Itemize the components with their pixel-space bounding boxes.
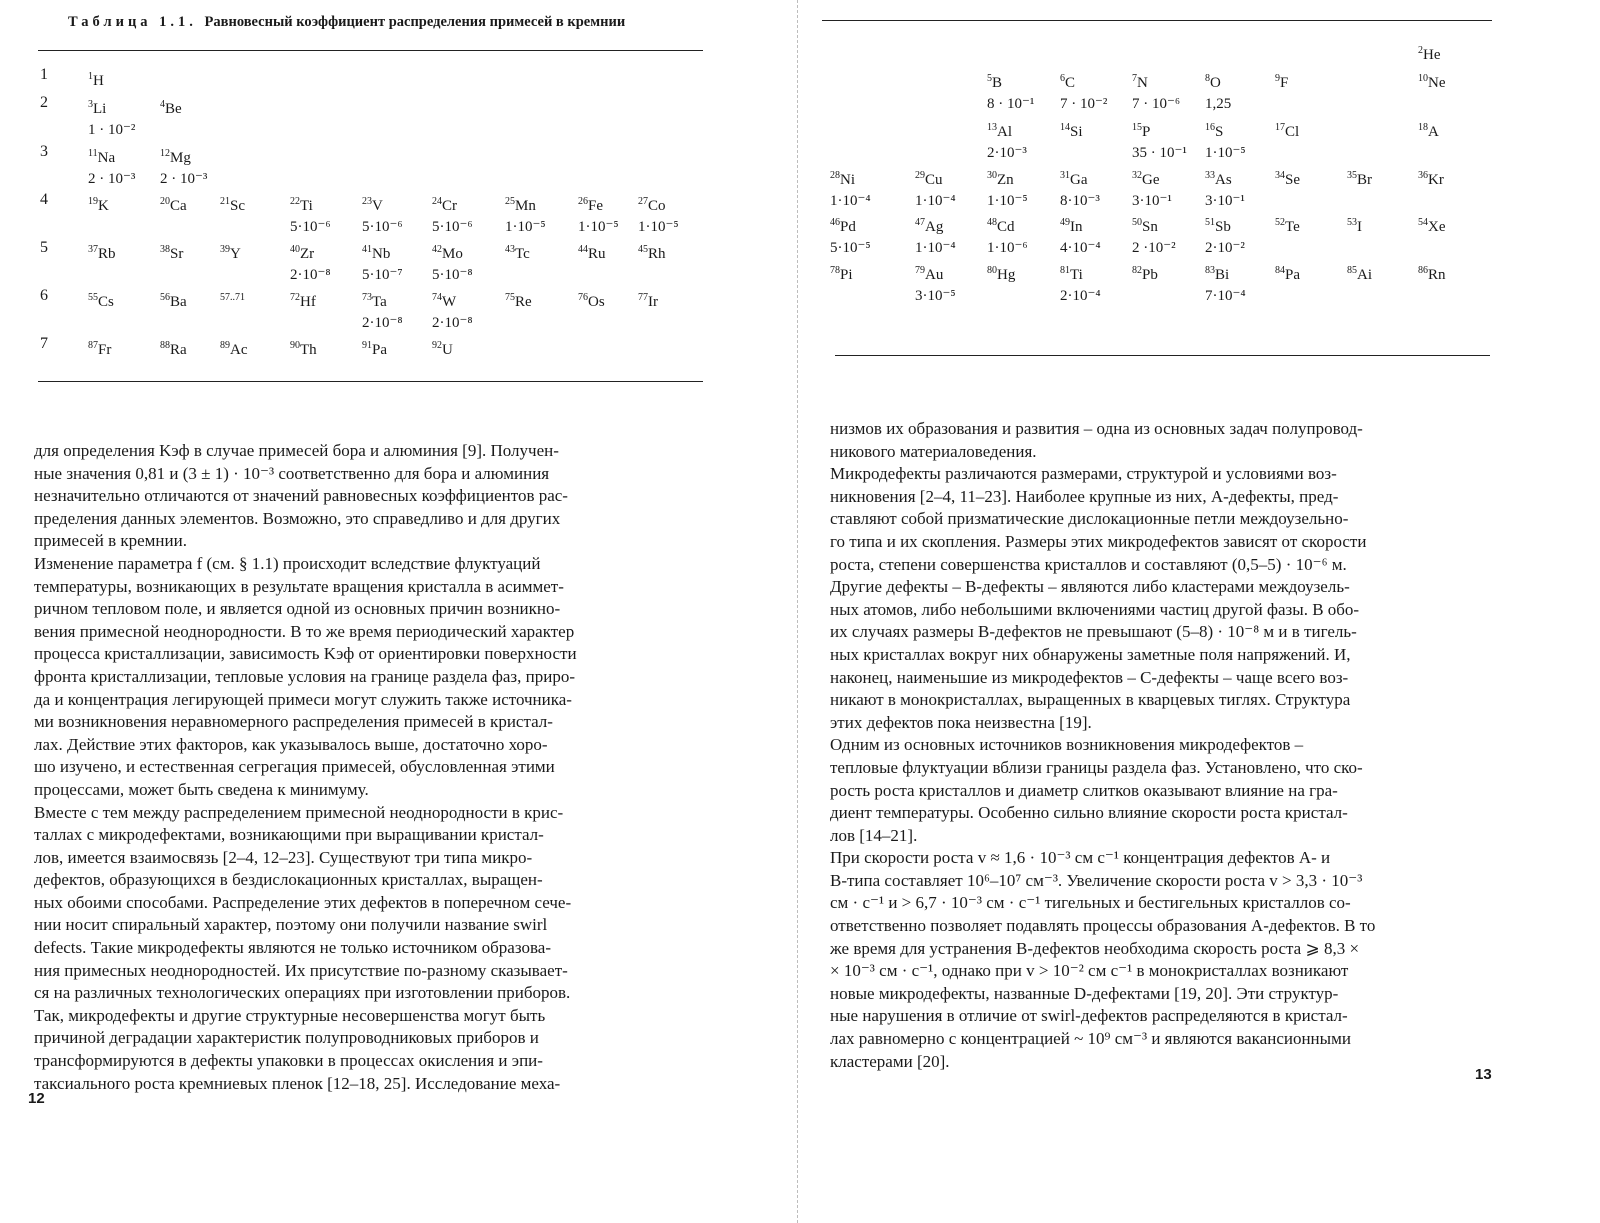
element-cell bbox=[1060, 117, 1083, 143]
element-cell bbox=[915, 165, 956, 212]
element-cell bbox=[88, 287, 114, 313]
element-cell bbox=[638, 287, 658, 313]
element-symbol: $^{31}$Ga bbox=[1060, 170, 1088, 188]
atomic-number: 1 bbox=[88, 71, 93, 82]
element-symbol: $^{49}$In bbox=[1060, 217, 1083, 235]
atomic-number: 29 bbox=[915, 170, 925, 181]
element-symbol bbox=[220, 287, 245, 313]
element-cell bbox=[1347, 212, 1362, 238]
atomic-number: 17 bbox=[1275, 122, 1285, 133]
element-symbol: $^{22}$Ti bbox=[290, 196, 313, 214]
element-symbol: $^{11}$Na bbox=[88, 148, 116, 166]
atomic-number: 40 bbox=[290, 244, 300, 255]
element-symbol: $^{13}$Al bbox=[987, 122, 1012, 140]
element-cell bbox=[290, 191, 331, 238]
page-number-right: 13 bbox=[1475, 1066, 1492, 1083]
element-symbol: $^{53}$I bbox=[1347, 217, 1362, 235]
element-symbol: $^{83}$Bi bbox=[1205, 265, 1230, 283]
atomic-number: 51 bbox=[1205, 217, 1215, 228]
element-symbol: $^{39}$Y bbox=[220, 244, 241, 262]
element-symbol: $^{88}$Ra bbox=[160, 340, 187, 358]
element-symbol: $^{10}$Ne bbox=[1418, 73, 1446, 91]
period-label: 7 bbox=[40, 335, 48, 352]
element-symbol: $^{91}$Pa bbox=[362, 340, 387, 358]
distribution-coefficient: 2·10⁻⁸ bbox=[432, 315, 473, 331]
element-symbol: $^{36}$Kr bbox=[1418, 170, 1444, 188]
atomic-number: 47 bbox=[915, 217, 925, 228]
element-symbol: $^{23}$V bbox=[362, 196, 383, 214]
right-page-text: низмов их образования и развития – одна из основных задач полупровод- никового материаловедения. Микродефекты различаются размерами, структурой и условиями воз- никновения [2–4, 11–23]. Наиболее крупные из них, A-дефекты, пред- ставляют собой призматические дислокационные петли междоузельно- го типа и их скопления. Размеры этих микродефектов зависят от скорости роста, степени совершенства кристаллов и составляют (0,5–5) · 10⁻⁶ м. Другие дефекты – B-дефекты – являются либо кластерами междоузель- ных атомов, либо небольшими включениями частиц другой фазы. В обо- их случаях размеры B-дефектов не превышают (5–8) · 10⁻⁸ м и в тигель- ных кристаллах вокруг них обнаружены заметные поля напряжений. И, наконец, наименьшие из микродефектов – C-дефекты – чаще всего воз- никают в монокристаллах, выращенных в кварцевых тиглях. Структура этих дефектов пока неизвестна [19]. Одним из основных источников возникновения микродефектов – тепловые флуктуации вблизи границы раздела фаз. Установлено, что ско- рость роста кристаллов и диаметр слитков оказывают влияние на гра- диент температуры. Особенно сильно влияние скорости роста кристал- лов [14–21]. При скорости роста v ≈ 1,6 · 10⁻³ см с⁻¹ концентрация дефектов A- и B-типа составляет 10⁶–10⁷ см⁻³. Увеличение скорости роста v > 3,3 · 10⁻³ см · с⁻¹ и > 6,7 · 10⁻³ см · с⁻¹ тигельных и бестигельных кристаллов со- ответственно позволяет подавлять процессы образования A-дефектов. В то же время для устранения B-дефектов необходима скорость роста ⩾ 8,3 × × 10⁻³ см · с⁻¹, однако при v > 10⁻² см с⁻¹ в монокристаллах возникают новые микродефекты, названные D-дефектами [19, 20]. Эти структур- ные нарушения в отличие от swirl-дефектов распределяются в кристал- лах равномерно с концентрацией ~ 10⁹ см⁻³ и являются вакансионными кластерами [20]. bbox=[830, 419, 1376, 1071]
element-cell bbox=[1205, 117, 1246, 164]
atomic-number: 7 bbox=[1132, 73, 1137, 84]
atomic-number: 37 bbox=[88, 244, 98, 255]
element-cell bbox=[432, 191, 473, 238]
element-symbol: $^{18}$A bbox=[1418, 122, 1439, 140]
atomic-number: 10 bbox=[1418, 73, 1428, 84]
element-symbol: $^{12}$Mg bbox=[160, 148, 191, 166]
atomic-number: 16 bbox=[1205, 122, 1215, 133]
element-symbol: $^{86}$Rn bbox=[1418, 265, 1446, 283]
element-cell bbox=[578, 239, 606, 265]
element-cell bbox=[160, 143, 207, 190]
atomic-number: 90 bbox=[290, 340, 300, 351]
element-cell bbox=[1275, 260, 1300, 286]
atomic-number: 5 bbox=[987, 73, 992, 84]
element-cell bbox=[1418, 165, 1444, 191]
atomic-number: 43 bbox=[505, 244, 515, 255]
element-symbol: $^{15}$P bbox=[1132, 122, 1151, 140]
element-cell bbox=[1060, 212, 1101, 259]
atomic-number: 85 bbox=[1347, 265, 1357, 276]
element-cell bbox=[220, 335, 248, 361]
element-symbol: $^9$F bbox=[1275, 73, 1289, 91]
element-symbol: $^{81}$Ti bbox=[1060, 265, 1083, 283]
distribution-coefficient: 2·10⁻³ bbox=[987, 145, 1027, 161]
element-cell bbox=[1275, 68, 1288, 94]
distribution-coefficient: 2 · 10⁻³ bbox=[160, 171, 208, 187]
atomic-number: 12 bbox=[160, 148, 170, 159]
atomic-number: 75 bbox=[505, 292, 515, 303]
element-cell bbox=[1347, 165, 1372, 191]
distribution-coefficient: 8·10⁻³ bbox=[1060, 193, 1100, 209]
atomic-number: 36 bbox=[1418, 170, 1428, 181]
element-symbol: $^{72}$Hf bbox=[290, 292, 316, 310]
left-page-text: для определения Kэф в случае примесей бора и алюминия [9]. Получен- ные значения 0,81 и (3 ± 1) · 10⁻³ соответственно для бора и алюминия незначительно отличаются от значений равновесных коэффициентов рас- пределения данных элементов. Возможно, это справедливо и для других примесей в кремнии. Изменение параметра f (см. § 1.1) происходит вследствие флуктуаций температуры, возникающих в результате вращения кристалла в асиммет- ричном тепловом поле, и является одной из основных причин возникно- вения примесной неоднородности. В то же время периодический характер процесса кристаллизации, зависимость Kэф от ориентировки поверхности фронта кристаллизации, тепловые условия на границе раздела фаз, приро- да и концентрация легирующей примеси могут служить также источника- ми возникновения неравномерного распределения примесей в кристал- лах. Действие этих факторов, как указывалось выше, достаточно хоро- шо изучено, и естественная сегрегация примесей, обусловленная этими процессами, может быть сведена к минимуму. Вместе с тем между распределением примесной неоднородности в крис- таллах с микродефектами, возникающими при выращивании кристал- лов, имеется взаимосвязь [2–4, 12–23]. Существуют три типа микро- дефектов, образующихся в бездислокационных кристаллах, выращен- ных обоими способами. Распределение этих дефектов в поперечном сече- нии носит спиральный характер, поэтому они получили название swirl defects. Такие микродефекты являются не только источником образова- ния примесных неоднородностей. Их присутствие по-разному сказывает- ся на различных технологических операциях при изготовлении приборов. Так, микродефекты и другие структурные несовершенства могут быть причиной деградации характеристик полупроводниковых приборов и трансформируются в дефекты упаковки в процессах окисления и эпи- таксиального роста кремниевых пленок [12–18, 25]. Исследование меха- bbox=[34, 441, 577, 1093]
atomic-number: 56 bbox=[160, 292, 170, 303]
element-symbol: $^{75}$Re bbox=[505, 292, 532, 310]
element-symbol: $^{42}$Mo bbox=[432, 244, 463, 262]
distribution-coefficient: 5·10⁻⁶ bbox=[362, 219, 403, 235]
left-page bbox=[0, 0, 790, 1223]
element-symbol: $^{82}$Pb bbox=[1132, 265, 1158, 283]
element-cell bbox=[915, 212, 956, 259]
element-symbol: $^2$He bbox=[1418, 45, 1441, 63]
distribution-coefficient: 1·10⁻⁵ bbox=[505, 219, 546, 235]
element-cell bbox=[1275, 212, 1300, 238]
element-symbol: $^{89}$Ac bbox=[220, 340, 248, 358]
element-symbol: $^{47}$Ag bbox=[915, 217, 944, 235]
atomic-number: 30 bbox=[987, 170, 997, 181]
element-symbol: $^{20}$Ca bbox=[160, 196, 187, 214]
element-cell bbox=[160, 287, 187, 313]
distribution-coefficient: 2 ·10⁻² bbox=[1132, 240, 1176, 256]
atomic-number: 11 bbox=[88, 148, 98, 159]
atomic-number: 74 bbox=[432, 292, 442, 303]
period-label: 1 bbox=[40, 66, 48, 83]
element-cell bbox=[160, 191, 187, 217]
atomic-number: 76 bbox=[578, 292, 588, 303]
right-page bbox=[810, 0, 1600, 1223]
element-cell bbox=[160, 335, 187, 361]
period-label: 6 bbox=[40, 287, 48, 304]
distribution-coefficient: 5·10⁻⁵ bbox=[830, 240, 871, 256]
element-cell bbox=[1275, 165, 1300, 191]
atomic-number: 3 bbox=[88, 99, 93, 110]
distribution-coefficient: 5·10⁻⁶ bbox=[290, 219, 331, 235]
element-symbol: $^1$H bbox=[88, 71, 104, 89]
element-cell bbox=[362, 287, 403, 334]
element-cell bbox=[362, 191, 403, 238]
atomic-number: 53 bbox=[1347, 217, 1357, 228]
atomic-number: 73 bbox=[362, 292, 372, 303]
element-symbol: $^{40}$Zr bbox=[290, 244, 315, 262]
element-cell bbox=[1418, 260, 1446, 286]
atomic-number: 89 bbox=[220, 340, 230, 351]
atomic-number: 83 bbox=[1205, 265, 1215, 276]
atomic-number: 80 bbox=[987, 265, 997, 276]
atomic-number: 26 bbox=[578, 196, 588, 207]
table-caption-prefix: Таблица 1.1. bbox=[68, 14, 197, 30]
element-symbol: $^{24}$Cr bbox=[432, 196, 457, 214]
distribution-coefficient: 2·10⁻² bbox=[1205, 240, 1245, 256]
element-cell bbox=[220, 287, 245, 313]
element-symbol: $^{44}$Ru bbox=[578, 244, 606, 262]
element-cell bbox=[220, 191, 245, 217]
element-cell bbox=[987, 68, 1034, 115]
atomic-number: 54 bbox=[1418, 217, 1428, 228]
element-symbol: $^{78}$Pi bbox=[830, 265, 853, 283]
element-symbol: $^{84}$Pa bbox=[1275, 265, 1300, 283]
atomic-number: 31 bbox=[1060, 170, 1070, 181]
element-symbol: $^{34}$Se bbox=[1275, 170, 1300, 188]
element-symbol: $^{85}$Ai bbox=[1347, 265, 1372, 283]
distribution-coefficient: 1·10⁻⁴ bbox=[830, 193, 871, 209]
atomic-number: 15 bbox=[1132, 122, 1142, 133]
element-symbol: $^{16}$S bbox=[1205, 122, 1224, 140]
distribution-coefficient: 1·10⁻⁶ bbox=[987, 240, 1028, 256]
element-cell bbox=[88, 335, 111, 361]
atomic-number: 35 bbox=[1347, 170, 1357, 181]
element-symbol: $^{29}$Cu bbox=[915, 170, 943, 188]
element-cell bbox=[1132, 260, 1158, 286]
atomic-number: 39 bbox=[220, 244, 230, 255]
element-symbol: $^{14}$Si bbox=[1060, 122, 1083, 140]
element-cell bbox=[1132, 165, 1172, 212]
atomic-number: 77 bbox=[638, 292, 648, 303]
element-symbol: $^8$O bbox=[1205, 73, 1221, 91]
element-cell bbox=[1418, 68, 1446, 94]
element-cell bbox=[160, 94, 182, 120]
element-cell bbox=[290, 239, 331, 286]
element-symbol: $^{21}$Sc bbox=[220, 196, 245, 214]
element-cell bbox=[1205, 212, 1245, 259]
element-cell bbox=[1418, 117, 1439, 143]
element-symbol: $^5$B bbox=[987, 73, 1003, 91]
element-cell bbox=[362, 239, 403, 286]
atomic-number: 23 bbox=[362, 196, 372, 207]
atomic-number: 25 bbox=[505, 196, 515, 207]
element-cell bbox=[88, 191, 109, 217]
element-symbol: $^{56}$Ba bbox=[160, 292, 187, 310]
element-cell bbox=[1205, 165, 1245, 212]
atomic-number: 87 bbox=[88, 340, 98, 351]
distribution-coefficient: 5·10⁻⁶ bbox=[432, 219, 473, 235]
distribution-coefficient: 8 · 10⁻¹ bbox=[987, 96, 1035, 112]
element-cell bbox=[1132, 212, 1176, 259]
atomic-number: 22 bbox=[290, 196, 300, 207]
element-symbol: $^{27}$Co bbox=[638, 196, 666, 214]
element-symbol: $^{50}$Sn bbox=[1132, 217, 1158, 235]
element-cell bbox=[88, 66, 104, 92]
element-cell bbox=[830, 212, 871, 259]
atomic-number: 52 bbox=[1275, 217, 1285, 228]
element-cell bbox=[290, 335, 317, 361]
element-symbol: $^{87}$Fr bbox=[88, 340, 112, 358]
distribution-coefficient: 2·10⁻⁴ bbox=[1060, 288, 1101, 304]
element-symbol: $^{45}$Rh bbox=[638, 244, 666, 262]
element-cell bbox=[1347, 260, 1372, 286]
distribution-coefficient: 3·10⁻¹ bbox=[1205, 193, 1245, 209]
element-symbol: $^{17}$Cl bbox=[1275, 122, 1300, 140]
element-cell bbox=[88, 239, 116, 265]
atomic-number: 2 bbox=[1418, 45, 1423, 56]
atomic-number: 42 bbox=[432, 244, 442, 255]
element-symbol: $^{46}$Pd bbox=[830, 217, 856, 235]
element-symbol: $^{52}$Te bbox=[1275, 217, 1300, 235]
distribution-coefficient: 1·10⁻⁴ bbox=[915, 240, 956, 256]
atomic-number: 46 bbox=[830, 217, 840, 228]
atomic-number: 81 bbox=[1060, 265, 1070, 276]
element-cell bbox=[88, 143, 135, 190]
distribution-coefficient: 3·10⁻¹ bbox=[1132, 193, 1172, 209]
element-cell bbox=[220, 239, 241, 265]
element-symbol: $^{35}$Br bbox=[1347, 170, 1372, 188]
element-symbol: $^{32}$Ge bbox=[1132, 170, 1160, 188]
element-cell bbox=[987, 260, 1015, 286]
atomic-number: 55 bbox=[88, 292, 98, 303]
element-cell bbox=[1418, 40, 1441, 66]
distribution-coefficient: 1 · 10⁻² bbox=[88, 122, 136, 138]
table-caption-text: Равновесный коэффициент распределения примесей в кремнии bbox=[204, 14, 626, 30]
atomic-number: 48 bbox=[987, 217, 997, 228]
element-cell bbox=[638, 191, 679, 238]
period-label: 5 bbox=[40, 239, 48, 256]
distribution-coefficient: 35 · 10⁻¹ bbox=[1132, 145, 1187, 161]
element-symbol: $^{25}$Mn bbox=[505, 196, 536, 214]
element-symbol: $^4$Be bbox=[160, 99, 182, 117]
element-cell bbox=[1060, 68, 1107, 115]
atomic-number: 82 bbox=[1132, 265, 1142, 276]
element-symbol: $^{73}$Ta bbox=[362, 292, 387, 310]
table-bottom-rule bbox=[38, 381, 703, 382]
distribution-coefficient: 1·10⁻⁵ bbox=[1205, 145, 1246, 161]
distribution-coefficient: 7·10⁻⁴ bbox=[1205, 288, 1246, 304]
distribution-coefficient: 2·10⁻⁸ bbox=[290, 267, 331, 283]
element-symbol: $^6$C bbox=[1060, 73, 1076, 91]
period-label: 4 bbox=[40, 191, 48, 208]
element-cell bbox=[1205, 68, 1231, 115]
element-cell bbox=[578, 191, 619, 238]
atomic-number: 78 bbox=[830, 265, 840, 276]
atomic-number: 45 bbox=[638, 244, 648, 255]
element-cell bbox=[1418, 212, 1446, 238]
element-symbol: $^7$N bbox=[1132, 73, 1148, 91]
distribution-coefficient: 2·10⁻⁸ bbox=[362, 315, 403, 331]
element-cell bbox=[987, 212, 1028, 259]
element-cell bbox=[1205, 260, 1246, 307]
atomic-number: 9 bbox=[1275, 73, 1280, 84]
atomic-number: 50 bbox=[1132, 217, 1142, 228]
atomic-number: 14 bbox=[1060, 122, 1070, 133]
element-cell bbox=[88, 94, 135, 141]
distribution-coefficient: 3·10⁻⁵ bbox=[915, 288, 956, 304]
element-symbol: $^{28}$Ni bbox=[830, 170, 855, 188]
distribution-coefficient: 2 · 10⁻³ bbox=[88, 171, 136, 187]
distribution-coefficient: 7 · 10⁻⁶ bbox=[1132, 96, 1181, 112]
atomic-number: 28 bbox=[830, 170, 840, 181]
atomic-number: 8 bbox=[1205, 73, 1210, 84]
element-cell bbox=[1060, 165, 1100, 212]
element-symbol: $^{48}$Cd bbox=[987, 217, 1015, 235]
table-bottom-rule-right bbox=[835, 355, 1490, 356]
atomic-number: 49 bbox=[1060, 217, 1070, 228]
atomic-number: 38 bbox=[160, 244, 170, 255]
atomic-number: 88 bbox=[160, 340, 170, 351]
element-symbol: $^{76}$Os bbox=[578, 292, 605, 310]
atomic-number: 20 bbox=[160, 196, 170, 207]
distribution-coefficient: 4·10⁻⁴ bbox=[1060, 240, 1101, 256]
element-symbol: $^{55}$Cs bbox=[88, 292, 114, 310]
element-cell bbox=[432, 335, 453, 361]
distribution-coefficient: 1·10⁻⁵ bbox=[578, 219, 619, 235]
element-cell bbox=[1060, 260, 1101, 307]
element-cell bbox=[987, 165, 1028, 212]
atomic-number: 44 bbox=[578, 244, 588, 255]
element-cell bbox=[1132, 117, 1187, 164]
element-symbol: $^3$Li bbox=[88, 99, 107, 117]
atomic-number: 79 bbox=[915, 265, 925, 276]
atomic-number: 4 bbox=[160, 99, 165, 110]
page-number-left: 12 bbox=[28, 1090, 45, 1107]
element-cell bbox=[987, 117, 1027, 164]
element-symbol: $^{19}$K bbox=[88, 196, 109, 214]
atomic-number: 86 bbox=[1418, 265, 1428, 276]
element-symbol: $^{54}$Xe bbox=[1418, 217, 1446, 235]
distribution-coefficient: 7 · 10⁻² bbox=[1060, 96, 1108, 112]
element-symbol: $^{30}$Zn bbox=[987, 170, 1014, 188]
page-gutter bbox=[797, 0, 798, 1223]
element-cell bbox=[830, 165, 871, 212]
element-cell bbox=[432, 239, 473, 286]
element-symbol: $^{77}$Ir bbox=[638, 292, 658, 310]
element-cell bbox=[505, 239, 530, 265]
element-symbol: $^{90}$Th bbox=[290, 340, 317, 358]
element-cell bbox=[505, 287, 532, 313]
element-cell bbox=[505, 191, 546, 238]
element-cell bbox=[578, 287, 605, 313]
atomic-number: 19 bbox=[88, 196, 98, 207]
element-cell bbox=[915, 260, 956, 307]
atomic-number: 91 bbox=[362, 340, 372, 351]
period-label: 3 bbox=[40, 143, 48, 160]
element-symbol: $^{80}$Hg bbox=[987, 265, 1016, 283]
atomic-number: 41 bbox=[362, 244, 372, 255]
distribution-coefficient: 5·10⁻⁸ bbox=[432, 267, 473, 283]
element-cell bbox=[160, 239, 183, 265]
atomic-number: 34 bbox=[1275, 170, 1285, 181]
element-symbol: $^{43}$Tc bbox=[505, 244, 530, 262]
element-symbol: $^{74}$W bbox=[432, 292, 457, 310]
atomic-number: 24 bbox=[432, 196, 442, 207]
element-cell bbox=[638, 239, 666, 265]
atomic-number: 32 bbox=[1132, 170, 1142, 181]
element-symbol: $^{92}$U bbox=[432, 340, 453, 358]
element-cell bbox=[432, 287, 473, 334]
element-symbol: $^{33}$As bbox=[1205, 170, 1232, 188]
element-cell bbox=[290, 287, 316, 313]
element-symbol: $^{26}$Fe bbox=[578, 196, 603, 214]
element-cell bbox=[362, 335, 387, 361]
element-symbol: $^{51}$Sb bbox=[1205, 217, 1231, 235]
distribution-coefficient: 1·10⁻⁵ bbox=[638, 219, 679, 235]
element-cell bbox=[1275, 117, 1299, 143]
element-symbol: $^{79}$Au bbox=[915, 265, 944, 283]
atomic-number: 57..71 bbox=[220, 292, 245, 303]
distribution-coefficient: 1·10⁻⁵ bbox=[987, 193, 1028, 209]
atomic-number: 72 bbox=[290, 292, 300, 303]
atomic-number: 21 bbox=[220, 196, 230, 207]
atomic-number: 6 bbox=[1060, 73, 1065, 84]
element-symbol: $^{41}$Nb bbox=[362, 244, 391, 262]
atomic-number: 92 bbox=[432, 340, 442, 351]
period-label: 2 bbox=[40, 94, 48, 111]
element-symbol: $^{38}$Sr bbox=[160, 244, 184, 262]
atomic-number: 33 bbox=[1205, 170, 1215, 181]
atomic-number: 18 bbox=[1418, 122, 1428, 133]
atomic-number: 84 bbox=[1275, 265, 1285, 276]
atomic-number: 27 bbox=[638, 196, 648, 207]
distribution-coefficient: 1,25 bbox=[1205, 96, 1232, 112]
distribution-coefficient: 5·10⁻⁷ bbox=[362, 267, 403, 283]
distribution-coefficient: 1·10⁻⁴ bbox=[915, 193, 956, 209]
element-symbol: $^{37}$Rb bbox=[88, 244, 116, 262]
element-cell bbox=[830, 260, 853, 286]
element-cell bbox=[1132, 68, 1180, 115]
atomic-number: 13 bbox=[987, 122, 997, 133]
